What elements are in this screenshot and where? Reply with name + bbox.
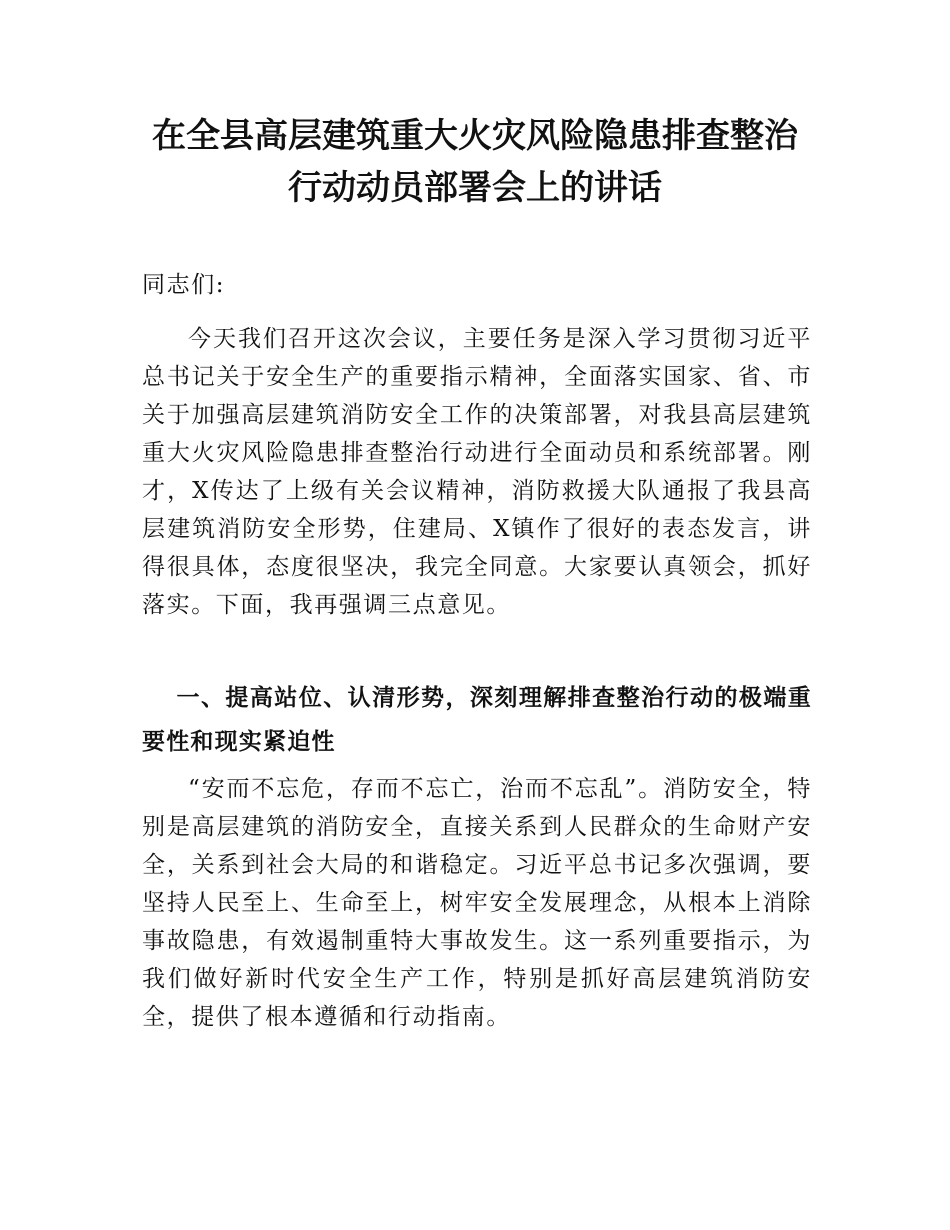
title-line-1: 在全县高层建筑重大火灾风险隐患排查整治 xyxy=(152,116,798,156)
opening-paragraph: 今天我们召开这次会议，主要任务是深入学习贯彻习近平总书记关于安全生产的重要指示精神，全面落实国家、省、市关于加强高层建筑消防安全工作的决策部署，对我县高层建筑重大火灾风险隐患排查整治行动进行全面动员和系统部署。刚才，X传达了上级有关会议精神，消防救援大队通报了我县高层建筑消防安全形势，住建局、X镇作了很好的表态发言，讲得很具体，态度很坚决，我完全同意。大家要认真领会，抓好落实。下面，我再强调三点意见。 xyxy=(142,326,812,618)
section-heading-1: 一、提高站位、认清形势，深刻理解排查整治行动的极端重要性和现实紧迫性 xyxy=(142,685,812,755)
section-1-paragraph: “安而不忘危，存而不忘亡，治而不忘乱”。消防安全，特别是高层建筑的消防安全，直接关系到人民群众的生命财产安全，关系到社会大局的和谐稳定。习近平总书记多次强调，要坚持人民至上、生命至上，树牢安全发展理念，从根本上消除事故隐患，有效遏制重特大事故发生。这一系列重要指示，为我们做好新时代安全生产工作，特别是抓好高层建筑消防安全，提供了根本遵循和行动指南。 xyxy=(142,776,812,1030)
title-line-2: 行动动员部署会上的讲话 xyxy=(288,168,662,208)
document-title xyxy=(100,110,850,214)
salutation: 同志们: xyxy=(142,272,226,298)
